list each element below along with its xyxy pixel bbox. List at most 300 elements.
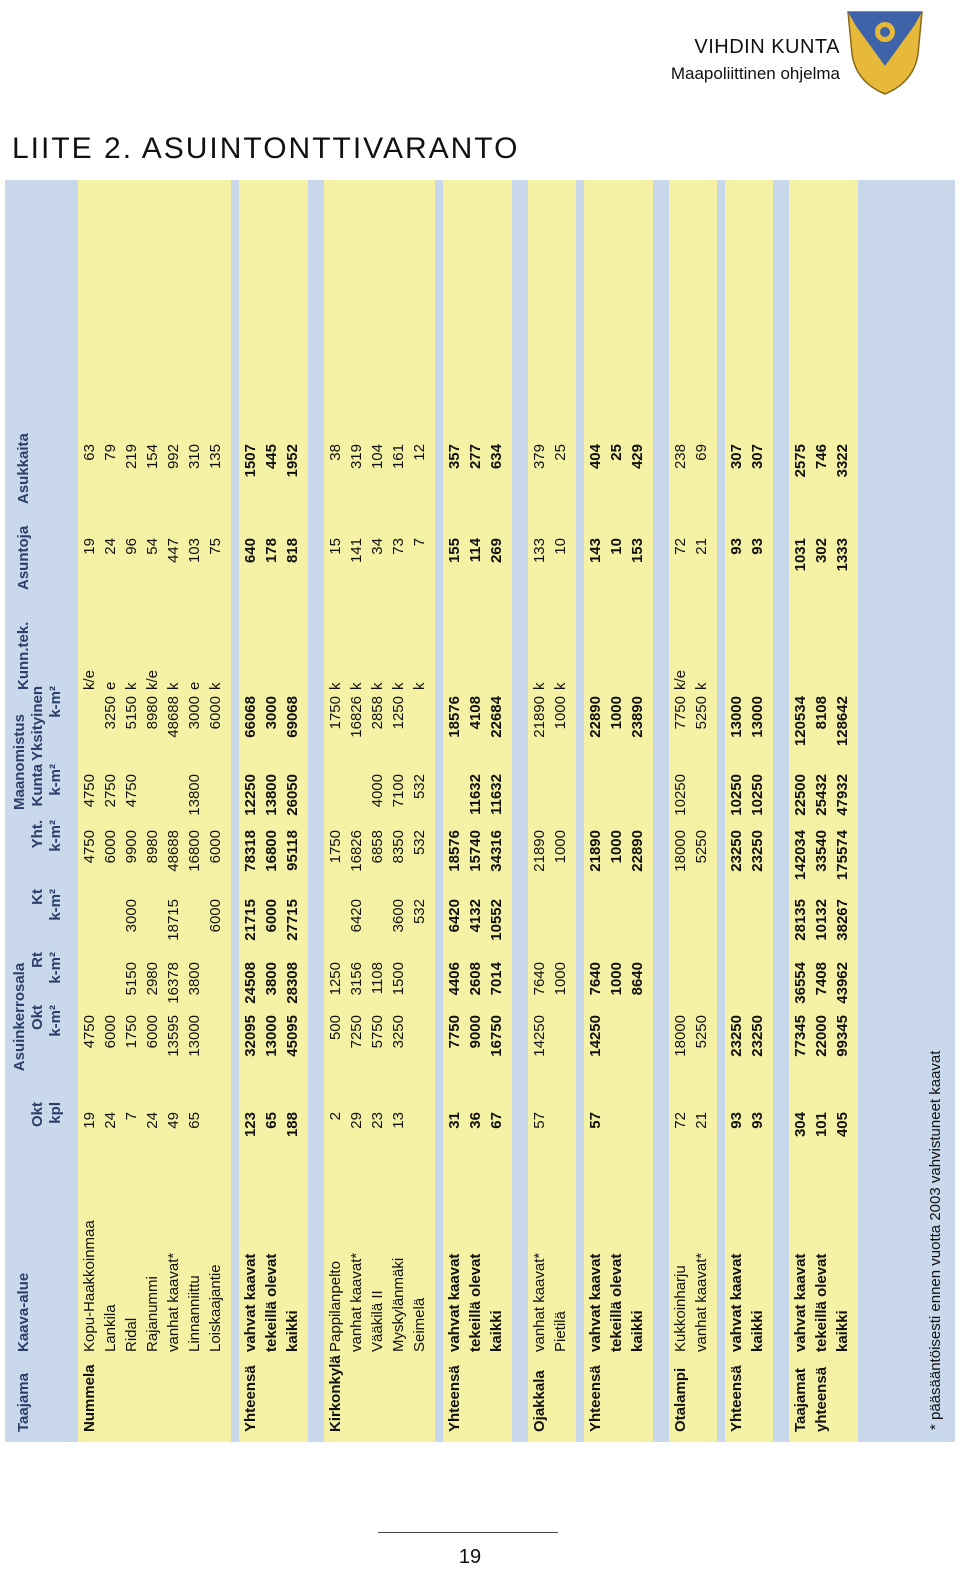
table-cell: 21715	[242, 899, 259, 941]
table-cell: 114	[467, 538, 484, 563]
table-cell: 22890	[587, 696, 604, 738]
table-cell: k	[552, 682, 569, 690]
table-cell: 18000	[672, 830, 689, 872]
table-cell: 128642	[834, 696, 851, 747]
kaava-alue-label: vahvat kaavat	[728, 1253, 745, 1352]
table-cell: 4750	[123, 774, 140, 808]
table-cell: 23890	[629, 696, 646, 738]
table-cell: 73	[390, 538, 407, 555]
table-cell: 2	[327, 1112, 344, 1121]
table-cell: 10	[608, 538, 625, 555]
table-cell: 24	[144, 1112, 161, 1129]
table-cell: 57	[531, 1112, 548, 1129]
table-cell: 3600	[390, 899, 407, 933]
table-cell: 4132	[467, 899, 484, 933]
table-cell: 13000	[728, 696, 745, 738]
table-cell: 13	[390, 1112, 407, 1129]
table-cell: 992	[165, 444, 182, 470]
document-subtitle: Maapoliittinen ohjelma	[670, 64, 840, 83]
table-cell: 43962	[834, 962, 851, 1004]
table-cell: 93	[728, 538, 745, 555]
table-cell: 1952	[284, 444, 301, 478]
taajama-label: Nummela	[81, 1364, 98, 1432]
kaava-alue-label: Lankila	[102, 1304, 119, 1352]
table-cell: 2858	[369, 696, 386, 730]
table-cell: 405	[834, 1112, 851, 1138]
table-cell: 67	[488, 1112, 505, 1129]
table-cell: 32095	[242, 1015, 259, 1057]
table-cell: 21890	[587, 830, 604, 872]
table-cell: 49	[165, 1112, 182, 1129]
table-cell: 93	[749, 1112, 766, 1129]
taajama-label: yhteensä	[813, 1366, 830, 1432]
table-cell: 6000	[207, 696, 224, 730]
column-header: Yht.	[29, 820, 46, 849]
table-cell: 16378	[165, 962, 182, 1004]
taajama-label: Otalampi	[672, 1367, 689, 1432]
table-cell: 5250	[693, 1015, 710, 1049]
kaava-alue-label: Rajanummi	[144, 1276, 161, 1352]
taajama-label: Yhteensä	[587, 1365, 604, 1432]
taajama-label: Yhteensä	[242, 1365, 259, 1432]
table-cell: 1031	[792, 538, 809, 572]
column-header: Asukkaita	[15, 433, 32, 504]
table-cell: 746	[813, 444, 830, 470]
table-cell: 2608	[467, 962, 484, 996]
column-header: Taajama	[15, 1373, 32, 1432]
table-cell: 14250	[531, 1015, 548, 1057]
kaava-alue-label: vahvat kaavat	[587, 1253, 604, 1352]
table-cell: 3322	[834, 444, 851, 478]
table-cell: 6000	[207, 830, 224, 864]
table-cell: 135	[207, 444, 224, 470]
table-cell: 219	[123, 444, 140, 470]
table-cell: 23250	[749, 830, 766, 872]
table-cell: 3800	[263, 962, 280, 996]
table-cell: 7750	[446, 1015, 463, 1049]
table-cell: k	[411, 682, 428, 690]
kaava-alue-label: kaikki	[284, 1310, 301, 1352]
table-cell: 69	[693, 444, 710, 461]
taajama-label: Yhteensä	[446, 1365, 463, 1432]
table-cell: 18715	[165, 899, 182, 941]
table-cell: 25	[552, 444, 569, 461]
table-cell: 34316	[488, 830, 505, 872]
table-cell: 4108	[467, 696, 484, 730]
table-cell: 72	[672, 538, 689, 555]
table-cell: 66068	[242, 696, 259, 738]
kaava-alue-label: vanhat kaavat*	[531, 1252, 548, 1352]
table-cell: 93	[749, 538, 766, 555]
kaava-alue-label: Ridal	[123, 1317, 140, 1352]
table-cell: 12250	[242, 774, 259, 816]
kaava-alue-label: Vääkilä II	[369, 1290, 386, 1352]
table-cell: 54	[144, 538, 161, 555]
table-cell: 307	[749, 444, 766, 470]
table-cell: 11632	[488, 774, 505, 815]
table-cell: e	[102, 681, 119, 690]
table-cell: 25	[608, 444, 625, 461]
table-cell: 24	[102, 1112, 119, 1129]
table-cell: 14250	[587, 1015, 604, 1057]
table-cell: 28308	[284, 962, 301, 1004]
table-cell: 18576	[446, 830, 463, 872]
table-cell: 21	[693, 1112, 710, 1129]
table-cell: 18000	[672, 1015, 689, 1057]
table-cell: 6000	[102, 1015, 119, 1049]
kaava-alue-label: Myskylänmäki	[390, 1257, 407, 1352]
column-header: Yksityinen	[29, 686, 46, 762]
column-header: kpl	[47, 1102, 64, 1124]
table-cell: 5150	[123, 962, 140, 996]
table-cell: e	[186, 681, 203, 690]
table-cell: 1333	[834, 538, 851, 572]
coat-of-arms-logo	[844, 8, 926, 96]
table-cell: 142034	[792, 830, 809, 881]
table-cell: 34	[369, 538, 386, 555]
table-cell: 1750	[123, 1015, 140, 1049]
table-cell: 7100	[390, 774, 407, 808]
table-cell: 22684	[488, 696, 505, 738]
column-header: Kunn.tek.	[15, 621, 32, 690]
table-cell: 4750	[81, 1015, 98, 1049]
table-cell: 310	[186, 444, 203, 470]
table-cell: 429	[629, 444, 646, 470]
table-cell: k	[348, 682, 365, 690]
table-cell: 269	[488, 538, 505, 564]
column-header: k-m²	[47, 820, 64, 852]
table-cell: 13000	[263, 1015, 280, 1057]
column-header: k-m²	[47, 686, 64, 718]
table-cell: 447	[165, 538, 182, 564]
column-header: Kaava-alue	[15, 1272, 32, 1352]
table-cell: 3250	[390, 1015, 407, 1049]
table-cell: 3000	[263, 696, 280, 730]
kaava-alue-label: Pietilä	[552, 1311, 569, 1352]
taajama-label: Ojakkala	[531, 1370, 548, 1432]
table-cell: 1500	[390, 962, 407, 996]
table-cell: 7408	[813, 962, 830, 996]
table-cell: 36	[467, 1112, 484, 1129]
kaava-alue-label: Seimelä	[411, 1297, 428, 1352]
column-header: Okt	[29, 1005, 46, 1031]
table-cell: 379	[531, 444, 548, 470]
kaava-alue-label: Kopu-Haakkoinmaa	[81, 1220, 98, 1352]
table-cell: 24	[102, 538, 119, 555]
kaava-alue-label: Linnanniittu	[186, 1275, 203, 1352]
table-cell: 153	[629, 538, 646, 564]
table-cell: 1000	[608, 830, 625, 864]
table-cell: 304	[792, 1112, 809, 1138]
table-cell: 1750	[327, 830, 344, 864]
table-cell: 277	[467, 444, 484, 470]
table-scan	[5, 180, 955, 1442]
table-cell: 57	[587, 1112, 604, 1129]
table-cell: 38	[327, 444, 344, 461]
table-cell: 3000	[123, 899, 140, 933]
table-cell: 13800	[186, 774, 203, 816]
table-cell: 16800	[263, 830, 280, 872]
table-cell: 1000	[552, 830, 569, 864]
table-cell: 19	[81, 1112, 98, 1129]
table-cell: 96	[123, 538, 140, 555]
table-cell: 16750	[488, 1015, 505, 1057]
table-cell: 45095	[284, 1015, 301, 1057]
table-cell: 13800	[263, 774, 280, 816]
table-cell: 47932	[834, 774, 851, 816]
table-cell: 1000	[608, 696, 625, 730]
table-cell: 123	[242, 1112, 259, 1138]
kaava-alue-label: tekeillä olevat	[813, 1253, 830, 1352]
table-cell: 6858	[369, 830, 386, 864]
table-cell: 13595	[165, 1015, 182, 1057]
table-cell: 22500	[792, 774, 809, 816]
column-header: k-m²	[47, 889, 64, 921]
table-cell: 307	[728, 444, 745, 470]
table-cell: 10250	[672, 774, 689, 816]
table-cell: 21	[693, 538, 710, 555]
table-cell: 33540	[813, 830, 830, 872]
kaava-alue-label: kaikki	[488, 1310, 505, 1352]
table-cell: 79	[102, 444, 119, 461]
table-cell: 48688	[165, 830, 182, 872]
table-cell: 2980	[144, 962, 161, 996]
table-cell: 5150	[123, 696, 140, 730]
table-cell: 77345	[792, 1015, 809, 1057]
kaava-alue-label: kaikki	[834, 1310, 851, 1352]
table-cell: 634	[488, 444, 505, 470]
table-cell: 6420	[446, 899, 463, 933]
kaava-alue-label: Pappilanpelto	[327, 1261, 344, 1352]
table-cell: 1000	[552, 962, 569, 996]
column-header: k-m²	[47, 1005, 64, 1037]
table-cell: k	[207, 682, 224, 690]
table-cell: 1750	[327, 696, 344, 730]
table-cell: 3156	[348, 962, 365, 996]
table-cell: 10	[552, 538, 569, 555]
table-cell: 5750	[369, 1015, 386, 1049]
table-cell: 404	[587, 444, 604, 470]
table-cell: 9900	[123, 830, 140, 864]
page-title: LIITE 2. ASUINTONTTIVARANTO	[12, 132, 520, 165]
kaava-alue-label: tekeillä olevat	[263, 1253, 280, 1352]
table-cell: 7014	[488, 962, 505, 996]
table-cell: 3250	[102, 696, 119, 730]
column-header: Kunta	[29, 764, 46, 807]
table-cell: 23250	[728, 830, 745, 872]
table-cell: 143	[587, 538, 604, 564]
group-header-floor-area: Asuinkerrosala	[11, 962, 28, 1072]
housing-plot-table	[5, 180, 955, 1442]
table-cell: 26050	[284, 774, 301, 816]
table-cell: 175574	[834, 830, 851, 881]
table-cell: 2750	[102, 774, 119, 808]
table-cell: 10132	[813, 899, 830, 941]
table-cell: 8980	[144, 830, 161, 864]
table-cell: 4406	[446, 962, 463, 996]
table-cell: 4000	[369, 774, 386, 808]
table-cell: 2575	[792, 444, 809, 478]
table-cell: 27715	[284, 899, 301, 941]
table-cell: 23250	[728, 1015, 745, 1057]
column-header: Okt	[29, 1102, 46, 1128]
table-cell: 22890	[629, 830, 646, 872]
table-cell: 78318	[242, 830, 259, 872]
table-cell: 161	[390, 444, 407, 470]
table-cell: 8640	[629, 962, 646, 996]
table-cell: 1108	[369, 962, 386, 995]
table-cell: 500	[327, 1015, 344, 1041]
table-cell: 640	[242, 538, 259, 564]
table-cell: 7	[411, 538, 428, 547]
kaava-alue-label: Loiskaajantie	[207, 1264, 224, 1352]
table-cell: 133	[531, 538, 548, 564]
table-cell: k/e	[144, 669, 161, 690]
municipality-name: VIHDIN KUNTA	[694, 36, 840, 58]
table-cell: 28135	[792, 899, 809, 941]
table-cell: 99345	[834, 1015, 851, 1057]
table-cell: 1507	[242, 444, 259, 478]
kaava-alue-label: kaikki	[749, 1310, 766, 1352]
table-cell: 103	[186, 538, 203, 564]
table-cell: 357	[446, 444, 463, 470]
table-cell: 19	[81, 538, 98, 555]
table-cell: 63	[81, 444, 98, 461]
table-cell: 13000	[749, 696, 766, 738]
table-cell: 532	[411, 830, 428, 856]
table-cell: 7250	[348, 1015, 365, 1049]
table-cell: 154	[144, 444, 161, 470]
table-cell: 6000	[207, 899, 224, 933]
column-header: k-m²	[47, 764, 64, 796]
kaava-alue-label: vanhat kaavat*	[693, 1252, 710, 1352]
table-cell: 65	[186, 1112, 203, 1129]
taajama-label: Taajamat	[792, 1368, 809, 1432]
table-cell: 8350	[390, 830, 407, 864]
table-cell: 1000	[608, 962, 625, 996]
table-cell: 6000	[144, 1015, 161, 1049]
table-cell: 5250	[693, 830, 710, 864]
table-cell: 93	[728, 1112, 745, 1129]
table-cell: 319	[348, 444, 365, 470]
table-cell: 7	[123, 1112, 140, 1121]
table-cell: 6420	[348, 899, 365, 933]
table-cell: 21890	[531, 830, 548, 872]
table-cell: 9000	[467, 1015, 484, 1049]
rotated-table	[5, 180, 955, 1442]
table-cell: 24508	[242, 962, 259, 1004]
table-cell: 15740	[467, 830, 484, 872]
column-header: Kt	[29, 889, 46, 905]
table-cell: k	[531, 682, 548, 690]
table-cell: 12	[411, 444, 428, 461]
table-cell: 16826	[348, 696, 365, 738]
table-cell: 155	[446, 538, 463, 564]
table-cell: 18576	[446, 696, 463, 738]
table-cell: 48688	[165, 696, 182, 738]
taajama-label: Kirkonkylä	[327, 1355, 344, 1432]
table-cell: 10552	[488, 899, 505, 941]
table-cell: 36554	[792, 962, 809, 1004]
table-cell: 29	[348, 1112, 365, 1129]
kaava-alue-label: Kukkoinharju	[672, 1265, 689, 1352]
table-cell: 7640	[587, 962, 604, 996]
table-cell: 4750	[81, 774, 98, 808]
table-cell: 7750	[672, 696, 689, 730]
table-cell: 11632	[467, 774, 484, 815]
table-cell: 8980	[144, 696, 161, 730]
table-cell: 65	[263, 1112, 280, 1129]
taajama-label: Yhteensä	[728, 1365, 745, 1432]
table-cell: 1250	[327, 962, 344, 996]
kaava-alue-label: tekeillä olevat	[467, 1253, 484, 1352]
table-cell: 302	[813, 538, 830, 564]
table-cell: 25432	[813, 774, 830, 816]
kaava-alue-label: tekeillä olevat	[608, 1253, 625, 1352]
table-cell: k	[369, 682, 386, 690]
table-cell: 23	[369, 1112, 386, 1129]
table-cell: 5250	[693, 696, 710, 730]
kaava-alue-label: vanhat kaavat*	[165, 1252, 182, 1352]
table-cell: 8108	[813, 696, 830, 730]
table-cell: 38267	[834, 899, 851, 941]
table-cell: 6000	[263, 899, 280, 933]
table-cell: k	[390, 682, 407, 690]
table-cell: 4750	[81, 830, 98, 864]
table-cell: k	[165, 682, 182, 690]
table-footnote: * pääsääntöisesti ennen vuotta 2003 vahvistuneet kaavat	[927, 1050, 944, 1430]
table-cell: 7640	[531, 962, 548, 996]
kaava-alue-label: kaikki	[629, 1310, 646, 1352]
table-cell: 16800	[186, 830, 203, 872]
page-number: 19	[458, 1546, 482, 1568]
table-cell: 10250	[749, 774, 766, 816]
table-cell: 13000	[186, 1015, 203, 1057]
table-cell: 15	[327, 538, 344, 555]
table-cell: 101	[813, 1112, 830, 1138]
table-cell: 532	[411, 774, 428, 800]
table-cell: k	[327, 682, 344, 690]
table-cell: 104	[369, 444, 386, 470]
table-cell: 10250	[728, 774, 745, 816]
table-cell: 120534	[792, 696, 809, 747]
table-cell: 31	[446, 1112, 463, 1129]
table-cell: 3000	[186, 696, 203, 730]
kaava-alue-label: vahvat kaavat	[792, 1253, 809, 1352]
table-cell: 69068	[284, 696, 301, 738]
table-cell: 72	[672, 1112, 689, 1129]
table-cell: 818	[284, 538, 301, 564]
kaava-alue-label: vanhat kaavat*	[348, 1252, 365, 1352]
table-cell: 141	[348, 538, 365, 564]
column-header: Asuntoja	[15, 525, 32, 590]
kaava-alue-label: vahvat kaavat	[242, 1253, 259, 1352]
table-cell: 21890	[531, 696, 548, 738]
table-cell: 23250	[749, 1015, 766, 1057]
column-header: k-m²	[47, 952, 64, 984]
table-cell: 75	[207, 538, 224, 555]
kaava-alue-label: vahvat kaavat	[446, 1253, 463, 1352]
table-cell: 188	[284, 1112, 301, 1138]
table-cell: k/e	[672, 669, 689, 690]
group-header-ownership: Maanomistus	[11, 714, 28, 810]
table-cell: k	[693, 682, 710, 690]
table-cell: 445	[263, 444, 280, 470]
column-header: Rt	[29, 952, 46, 968]
table-cell: 1250	[390, 696, 407, 730]
table-cell: 22000	[813, 1015, 830, 1057]
table-cell: 178	[263, 538, 280, 564]
